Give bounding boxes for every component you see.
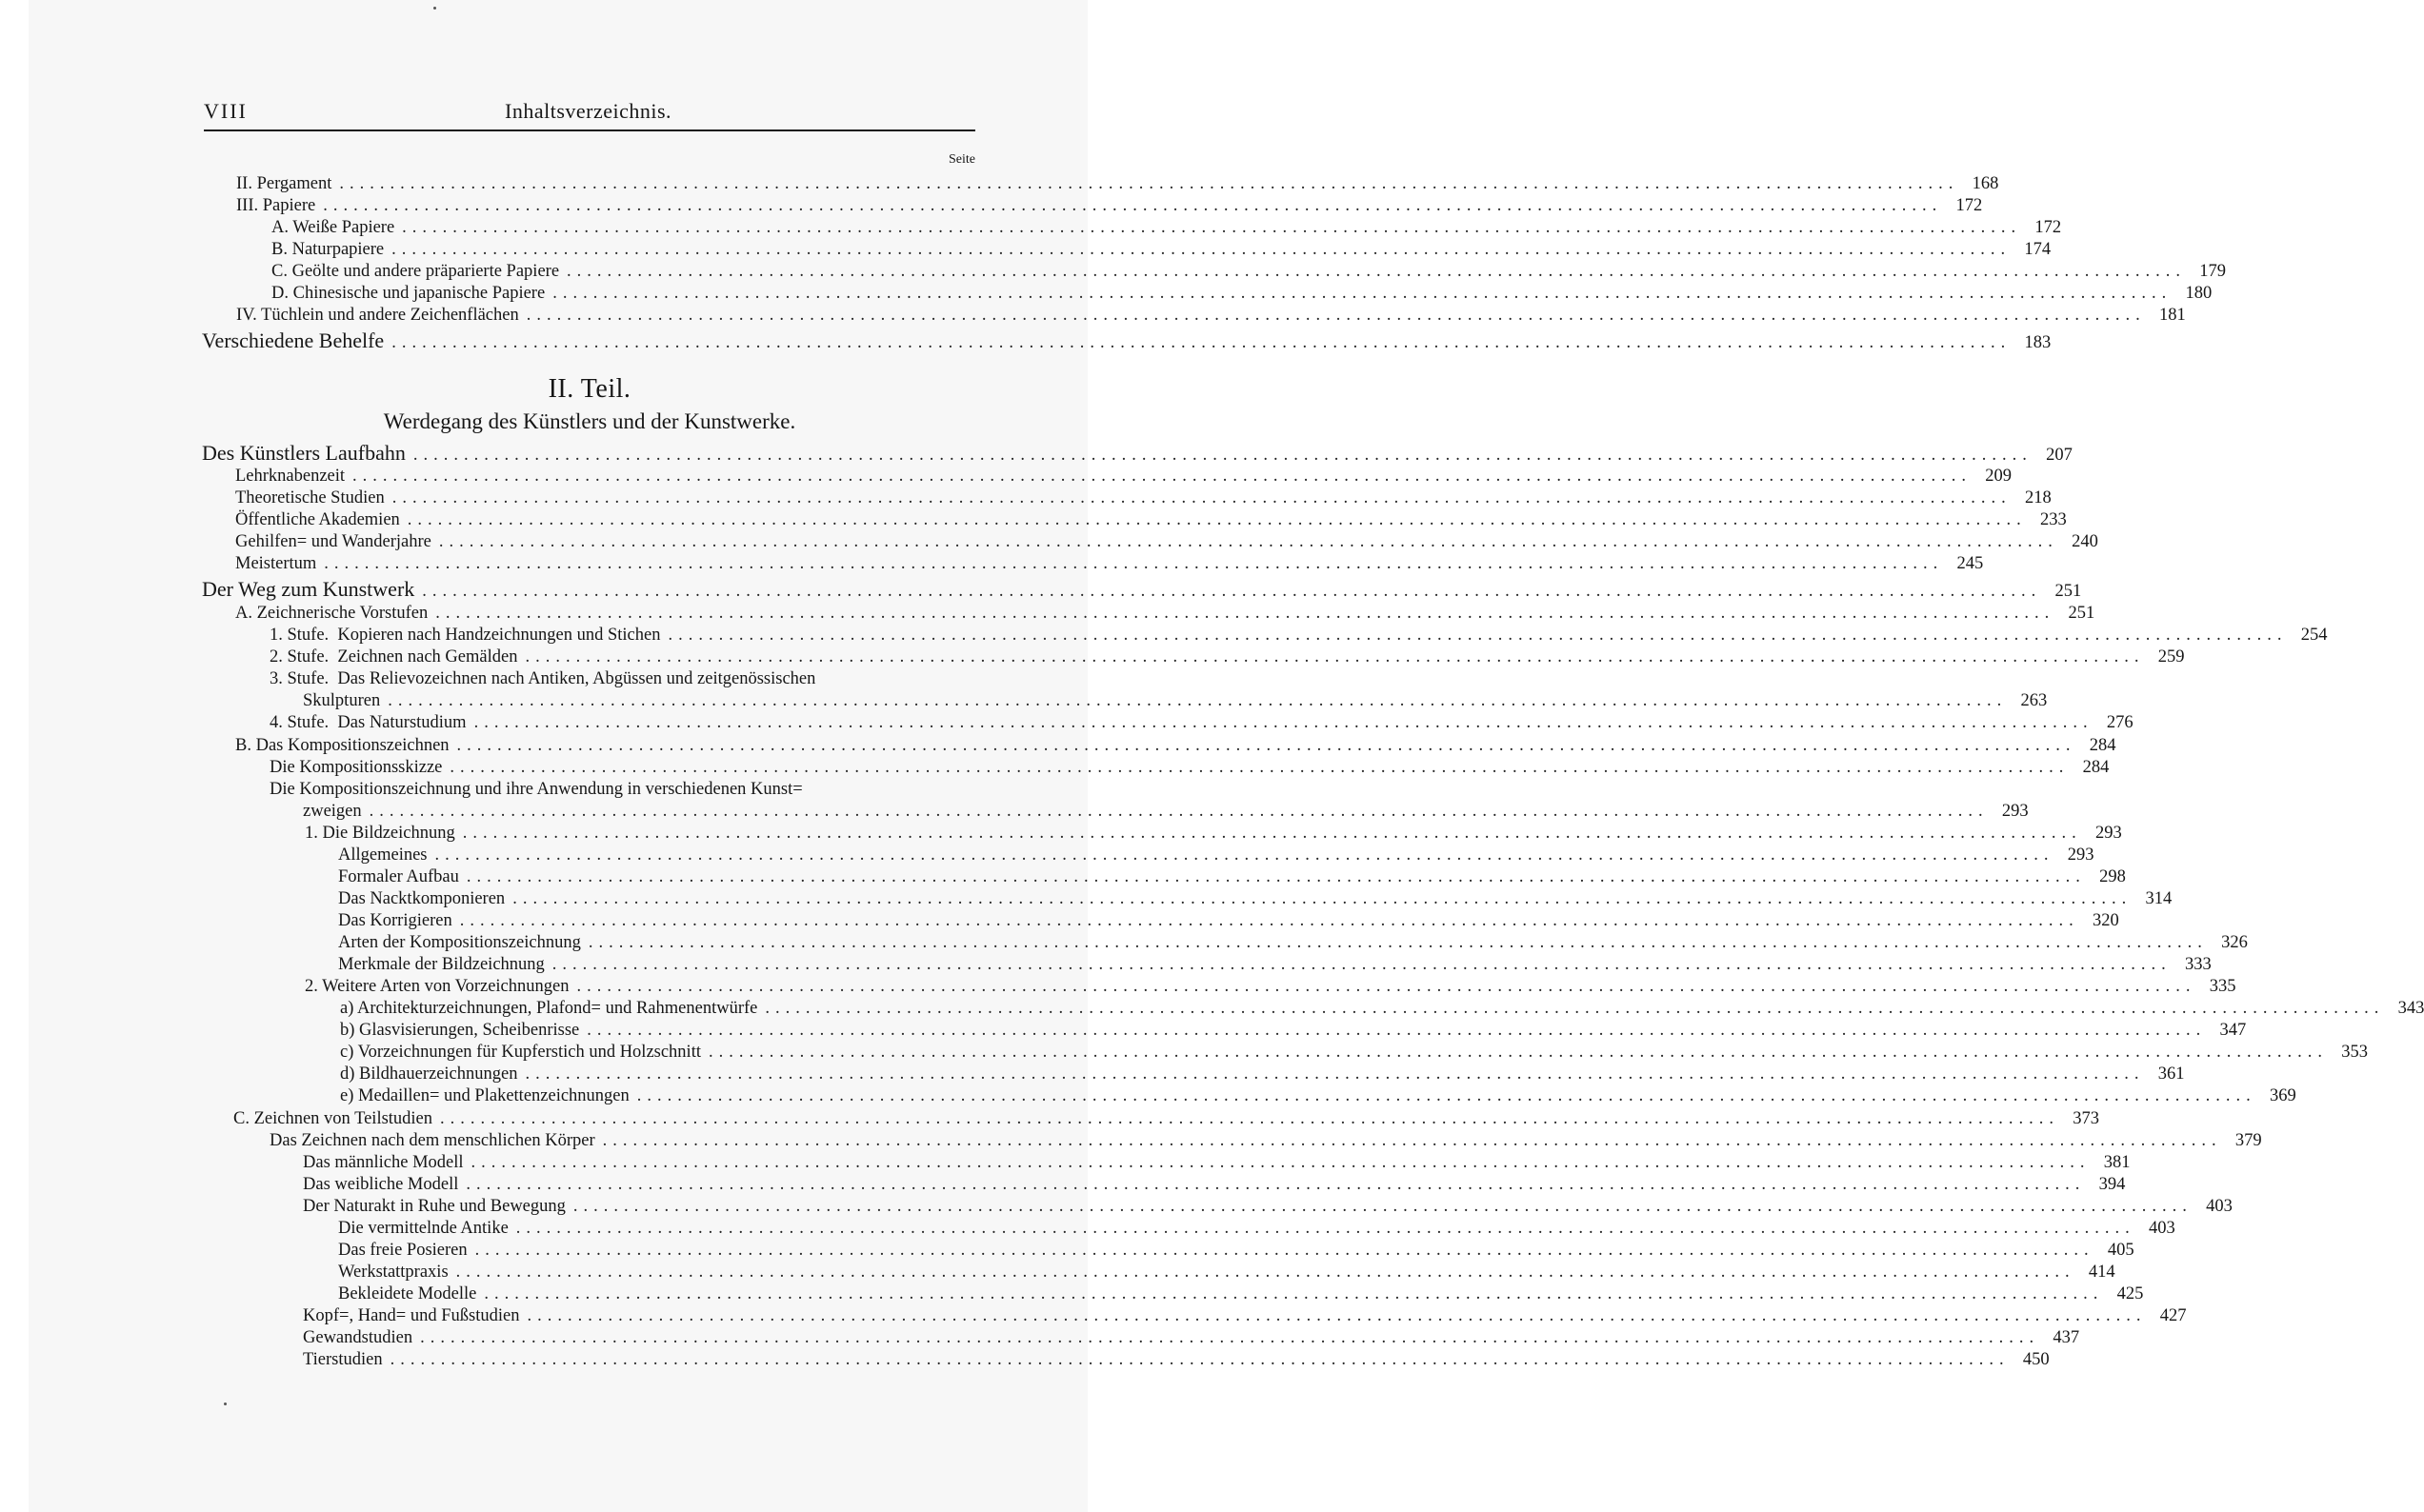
toc-entry-label: Allgemeines xyxy=(338,846,428,865)
toc-entry-page: 293 xyxy=(2067,846,2094,865)
toc-entry[interactable] xyxy=(235,734,2116,757)
toc-entry[interactable] xyxy=(338,1239,2134,1262)
toc-entry[interactable] xyxy=(338,953,2212,976)
toc-entry-label: a) Architekturzeichnungen, Plafond= und Rahmenentwürfe xyxy=(340,999,758,1018)
toc-entry[interactable] xyxy=(303,1326,2080,1349)
leader-dots: ................................................................................................................................................................ xyxy=(576,977,2196,996)
toc-entry-page: 405 xyxy=(2107,1241,2134,1260)
toc-entry[interactable] xyxy=(338,844,2094,866)
toc-entry[interactable] xyxy=(340,1063,2185,1085)
leader-dots: ................................................................................................................................................................ xyxy=(471,1153,2091,1172)
leader-dots: ................................................................................................................................................................ xyxy=(525,1064,2145,1084)
toc-entry-page: 180 xyxy=(2185,284,2213,303)
page-title: Inhaltsverzeichnis. xyxy=(505,99,672,123)
toc-entry-label-line: 3. Stufe. Das Relievozeichnen nach Antiken, Abgüssen und zeitgenössischen xyxy=(270,669,816,688)
toc-entry[interactable] xyxy=(303,1195,2233,1218)
part-subtitle: Werdegang des Künstlers und der Kunstwerke. xyxy=(383,409,796,433)
toc-entry-page: 259 xyxy=(2157,647,2185,666)
toc-entry-label: d) Bildhauerzeichnungen xyxy=(340,1064,518,1084)
toc-entry[interactable] xyxy=(202,328,2052,354)
toc-entry[interactable] xyxy=(271,216,2062,239)
leader-dots: ................................................................................................................................................................ xyxy=(323,196,1943,215)
leader-dots: ................................................................................................................................................................ xyxy=(636,1086,2256,1105)
leader-dots: ................................................................................................................................................................ xyxy=(473,713,2093,732)
leader-dots: ................................................................................................................................................................ xyxy=(391,488,2012,507)
toc-entry-label: c) Vorzeichnungen für Kupferstich und Holzschnitt xyxy=(340,1043,701,1062)
leader-dots: ................................................................................................................................................................ xyxy=(551,955,2172,974)
toc-entry[interactable] xyxy=(270,711,2134,734)
toc-entry-page: 379 xyxy=(2234,1131,2262,1150)
toc-entry-label: Kopf=, Hand= und Fußstudien xyxy=(303,1306,520,1325)
toc-entry[interactable] xyxy=(303,1348,2050,1371)
leader-dots: ................................................................................................................................................................ xyxy=(435,604,2055,623)
toc-entry-page: 394 xyxy=(2098,1175,2126,1194)
toc-entry-page: 233 xyxy=(2040,510,2067,529)
leader-dots: ................................................................................................................................................................ xyxy=(567,262,2187,281)
toc-entry[interactable] xyxy=(338,887,2173,910)
leader-dots: ................................................................................................................................................................ xyxy=(552,284,2173,303)
toc-entry-label: Meistertum xyxy=(235,554,317,573)
toc-entry-page: 381 xyxy=(2103,1153,2131,1172)
toc-entry-page: 284 xyxy=(2082,758,2110,777)
toc-entry-label: Der Naturakt in Ruhe und Bewegung xyxy=(303,1197,566,1216)
toc-entry-label: Verschiedene Behelfe xyxy=(202,328,385,352)
toc-entry-label: D. Chinesische und japanische Papiere xyxy=(271,284,546,303)
toc-entry-page: 251 xyxy=(2054,582,2082,601)
seite-column-label: Seite xyxy=(949,152,975,167)
toc-entry-page: 437 xyxy=(2053,1328,2080,1347)
toc-entry-page: 209 xyxy=(1985,467,2013,486)
toc-entry[interactable] xyxy=(202,576,2082,603)
toc-entry-label: Gewandstudien xyxy=(303,1328,413,1347)
leader-dots: ................................................................................................................................................................ xyxy=(466,1175,2086,1194)
toc-entry-label: Das männliche Modell xyxy=(303,1153,464,1172)
toc-entry-label: b) Glasvisierungen, Scheibenrisse xyxy=(340,1021,580,1040)
toc-entry-page: 347 xyxy=(2219,1021,2247,1040)
toc-entry[interactable] xyxy=(340,1041,2368,1064)
toc-entry-label: II. Pergament xyxy=(236,174,332,193)
toc-entry[interactable] xyxy=(233,1107,2100,1130)
toc-entry-page: 343 xyxy=(2397,999,2424,1018)
leader-dots: ................................................................................................................................................................ xyxy=(455,1263,2075,1282)
toc-entry[interactable] xyxy=(235,465,2013,487)
toc-entry[interactable] xyxy=(236,194,1983,217)
toc-entry-label: Öffentliche Akademien xyxy=(235,510,400,529)
leader-dots: ................................................................................................................................................................ xyxy=(515,1219,2135,1238)
toc-entry-page: 427 xyxy=(2159,1306,2187,1325)
toc-entry-page: 174 xyxy=(2024,240,2052,259)
running-header xyxy=(204,95,975,126)
toc-entry-label: B. Naturpapiere xyxy=(271,240,385,259)
toc-entry-page: 293 xyxy=(2001,802,2029,821)
toc-entry[interactable] xyxy=(338,865,2126,888)
leader-dots: ................................................................................................................................................................ xyxy=(708,1043,2328,1062)
toc-entry[interactable] xyxy=(270,624,2328,647)
leader-dots: ................................................................................................................................................................ xyxy=(391,240,2012,259)
toc-entry-label: Merkmale der Bildzeichnung xyxy=(338,955,545,974)
toc-entry-label: Der Weg zum Kunstwerk xyxy=(202,577,415,601)
toc-entry-label: e) Medaillen= und Plakettenzeichnungen xyxy=(340,1086,630,1105)
leader-dots: ................................................................................................................................................................ xyxy=(369,802,1989,821)
toc-entry-page: 263 xyxy=(2020,691,2048,710)
leader-dots: ................................................................................................................................................................ xyxy=(474,1241,2094,1260)
leader-dots: ................................................................................................................................................................ xyxy=(526,306,2146,325)
toc-entry-page: 284 xyxy=(2089,736,2116,755)
toc-entry-label: Arten der Kompositionszeichnung xyxy=(338,933,581,952)
toc-entry[interactable] xyxy=(235,508,2067,531)
toc-entry[interactable] xyxy=(303,1304,2187,1327)
toc-entry-label: III. Papiere xyxy=(236,196,316,215)
leader-dots: ................................................................................................................................................................ xyxy=(440,1109,2060,1128)
toc-entry-page: 414 xyxy=(2088,1263,2115,1282)
leader-dots: ................................................................................................................................................................ xyxy=(588,933,2208,952)
toc-entry-page: 276 xyxy=(2106,713,2134,732)
leader-dots: ................................................................................................................................................................ xyxy=(602,1131,2222,1150)
toc-entry[interactable] xyxy=(340,997,2424,1020)
toc-entry[interactable] xyxy=(271,238,2052,261)
leader-dots: ................................................................................................................................................................ xyxy=(422,582,2042,601)
toc-entry[interactable] xyxy=(235,487,2052,509)
page-number: VIII xyxy=(204,99,248,123)
toc-entry[interactable] xyxy=(271,282,2213,305)
toc-entry[interactable] xyxy=(305,975,2236,998)
toc-entry[interactable] xyxy=(202,440,2073,467)
toc-entry-label: Das Korrigieren xyxy=(338,911,452,930)
toc-entry-page: 172 xyxy=(1955,196,1983,215)
toc-entry[interactable] xyxy=(235,552,1984,575)
toc-entry-label: Tierstudien xyxy=(303,1350,383,1369)
leader-dots: ................................................................................................................................................................ xyxy=(668,626,2288,645)
toc-entry[interactable] xyxy=(303,1151,2131,1174)
toc-entry-label: Das Nacktkomponieren xyxy=(338,889,506,908)
toc-entry-label: Gehilfen= und Wanderjahre xyxy=(235,532,431,551)
toc-entry[interactable] xyxy=(270,646,2185,668)
toc-entry-label: A. Weiße Papiere xyxy=(271,218,395,237)
toc-entry-label: 2. Stufe. Zeichnen nach Gemälden xyxy=(270,647,518,666)
toc-entry-page: 333 xyxy=(2185,955,2212,974)
toc-entry[interactable] xyxy=(236,172,1999,195)
toc-entry-label: Theoretische Studien xyxy=(235,488,385,507)
toc-entry-page: 207 xyxy=(2046,446,2073,465)
leader-dots: ................................................................................................................................................................ xyxy=(390,1350,2010,1369)
toc-entry-label: Die vermittelnde Antike xyxy=(338,1219,509,1238)
toc-entry-label: Skulpturen xyxy=(303,691,381,710)
toc-entry-page: 298 xyxy=(2099,867,2126,886)
leader-dots: ................................................................................................................................................................ xyxy=(462,824,2082,843)
toc-entry-page: 172 xyxy=(2034,218,2062,237)
toc-entry[interactable] xyxy=(303,800,2029,823)
leader-dots: ................................................................................................................................................................ xyxy=(438,532,2058,551)
toc-entry[interactable] xyxy=(271,260,2227,283)
toc-entry-label: Das freie Posieren xyxy=(338,1241,468,1260)
toc-entry-page: 168 xyxy=(1972,174,1999,193)
toc-entry[interactable] xyxy=(338,1283,2144,1305)
toc-entry-label: Die Kompositionsskizze xyxy=(270,758,443,777)
leader-dots: ................................................................................................................................................................ xyxy=(450,758,2070,777)
toc-entry-page: 369 xyxy=(2270,1086,2296,1105)
toc-entry[interactable] xyxy=(338,909,2119,932)
toc-entry[interactable] xyxy=(235,530,2098,553)
toc-entry-page: 373 xyxy=(2073,1109,2100,1128)
part-title: II. Teil. xyxy=(548,374,631,404)
toc-entry-page: 218 xyxy=(2024,488,2052,507)
leader-dots: ................................................................................................................................................................ xyxy=(420,1328,2040,1347)
toc-entry[interactable] xyxy=(236,304,2186,327)
leader-dots: ................................................................................................................................................................ xyxy=(456,736,2076,755)
toc-entry-page: 425 xyxy=(2116,1284,2144,1303)
leader-dots: ................................................................................................................................................................ xyxy=(407,510,2027,529)
toc-entry-page: 353 xyxy=(2341,1043,2368,1062)
toc-entry-page: 326 xyxy=(2221,933,2248,952)
toc-entry[interactable] xyxy=(305,822,2122,845)
toc-entry-page: 183 xyxy=(2024,333,2052,352)
toc-entry-page: 403 xyxy=(2206,1197,2233,1216)
toc-entry-page: 251 xyxy=(2068,604,2095,623)
toc-entry-label: B. Das Kompositionszeichnen xyxy=(235,736,450,755)
toc-entry-page: 361 xyxy=(2157,1064,2185,1084)
toc-entry[interactable] xyxy=(303,1173,2126,1196)
leader-dots: ................................................................................................................................................................ xyxy=(412,446,2033,465)
leader-dots: ................................................................................................................................................................ xyxy=(402,218,2022,237)
toc-entry[interactable] xyxy=(235,602,2095,625)
toc-entry[interactable] xyxy=(338,931,2248,954)
toc-entry-label: C. Zeichnen von Teilstudien xyxy=(233,1109,433,1128)
toc-entry[interactable] xyxy=(340,1084,2296,1107)
toc-entry[interactable] xyxy=(270,756,2110,779)
toc-entry-label: Werkstattpraxis xyxy=(338,1263,449,1282)
print-speck xyxy=(224,1403,227,1405)
toc-entry-page: 181 xyxy=(2158,306,2186,325)
toc-entry-page: 320 xyxy=(2092,911,2119,930)
toc-entry-label-line: Die Kompositionszeichnung und ihre Anwendung in verschiedenen Kunst= xyxy=(270,780,803,799)
leader-dots: ................................................................................................................................................................ xyxy=(587,1021,2207,1040)
toc-entry-label: A. Zeichnerische Vorstufen xyxy=(235,604,429,623)
toc-entry-page: 179 xyxy=(2199,262,2227,281)
toc-entry-label: 4. Stufe. Das Naturstudium xyxy=(270,713,467,732)
leader-dots: ................................................................................................................................................................ xyxy=(339,174,1959,193)
leader-dots: ................................................................................................................................................................ xyxy=(525,647,2145,666)
toc-entry-label: 1. Die Bildzeichnung xyxy=(305,824,455,843)
toc-entry-label: C. Geölte und andere präparierte Papiere xyxy=(271,262,560,281)
leader-dots: ................................................................................................................................................................ xyxy=(388,691,2008,710)
toc-entry[interactable] xyxy=(303,689,2048,712)
toc-entry-label: Das Zeichnen nach dem menschlichen Körper xyxy=(270,1131,595,1150)
toc-entry[interactable] xyxy=(338,1261,2115,1283)
toc-entry-label: zweigen xyxy=(303,802,362,821)
leader-dots: ................................................................................................................................................................ xyxy=(391,333,2012,352)
toc-entry-label: 1. Stufe. Kopieren nach Handzeichnungen und Stichen xyxy=(270,626,661,645)
toc-entry-label: Formaler Aufbau xyxy=(338,867,459,886)
leader-dots: ................................................................................................................................................................ xyxy=(484,1284,2104,1303)
leader-dots: ................................................................................................................................................................ xyxy=(765,999,2385,1018)
leader-dots: ................................................................................................................................................................ xyxy=(512,889,2133,908)
leader-dots: ................................................................................................................................................................ xyxy=(352,467,1973,486)
toc-entry-label: IV. Tüchlein und andere Zeichenflächen xyxy=(236,306,519,325)
toc-entry-page: 403 xyxy=(2149,1219,2175,1238)
toc-entry-page: 335 xyxy=(2209,977,2236,996)
leader-dots: ................................................................................................................................................................ xyxy=(572,1197,2193,1216)
toc-entry-page: 254 xyxy=(2300,626,2328,645)
toc-entry[interactable] xyxy=(338,1217,2175,1240)
toc-entry-label: 2. Weitere Arten von Vorzeichnungen xyxy=(305,977,570,996)
toc-entry-page: 314 xyxy=(2145,889,2173,908)
leader-dots: ................................................................................................................................................................ xyxy=(527,1306,2147,1325)
toc-entry-page: 245 xyxy=(1956,554,1984,573)
toc-entry[interactable] xyxy=(270,1129,2262,1152)
leader-dots: ................................................................................................................................................................ xyxy=(459,911,2079,930)
toc-entry-page: 240 xyxy=(2072,532,2098,551)
header-rule xyxy=(204,129,975,131)
leader-dots: ................................................................................................................................................................ xyxy=(434,846,2054,865)
toc-entry-page: 293 xyxy=(2094,824,2122,843)
toc-entry-label: Bekleidete Modelle xyxy=(338,1284,477,1303)
toc-entry-label: Das weibliche Modell xyxy=(303,1175,459,1194)
print-speck xyxy=(433,7,436,10)
leader-dots: ................................................................................................................................................................ xyxy=(324,554,1944,573)
toc-entry-page: 450 xyxy=(2022,1350,2050,1369)
toc-entry-label: Lehrknabenzeit xyxy=(235,467,346,486)
leader-dots: ................................................................................................................................................................ xyxy=(466,867,2086,886)
toc-entry-label: Des Künstlers Laufbahn xyxy=(202,441,406,465)
toc-entry[interactable] xyxy=(340,1019,2247,1042)
